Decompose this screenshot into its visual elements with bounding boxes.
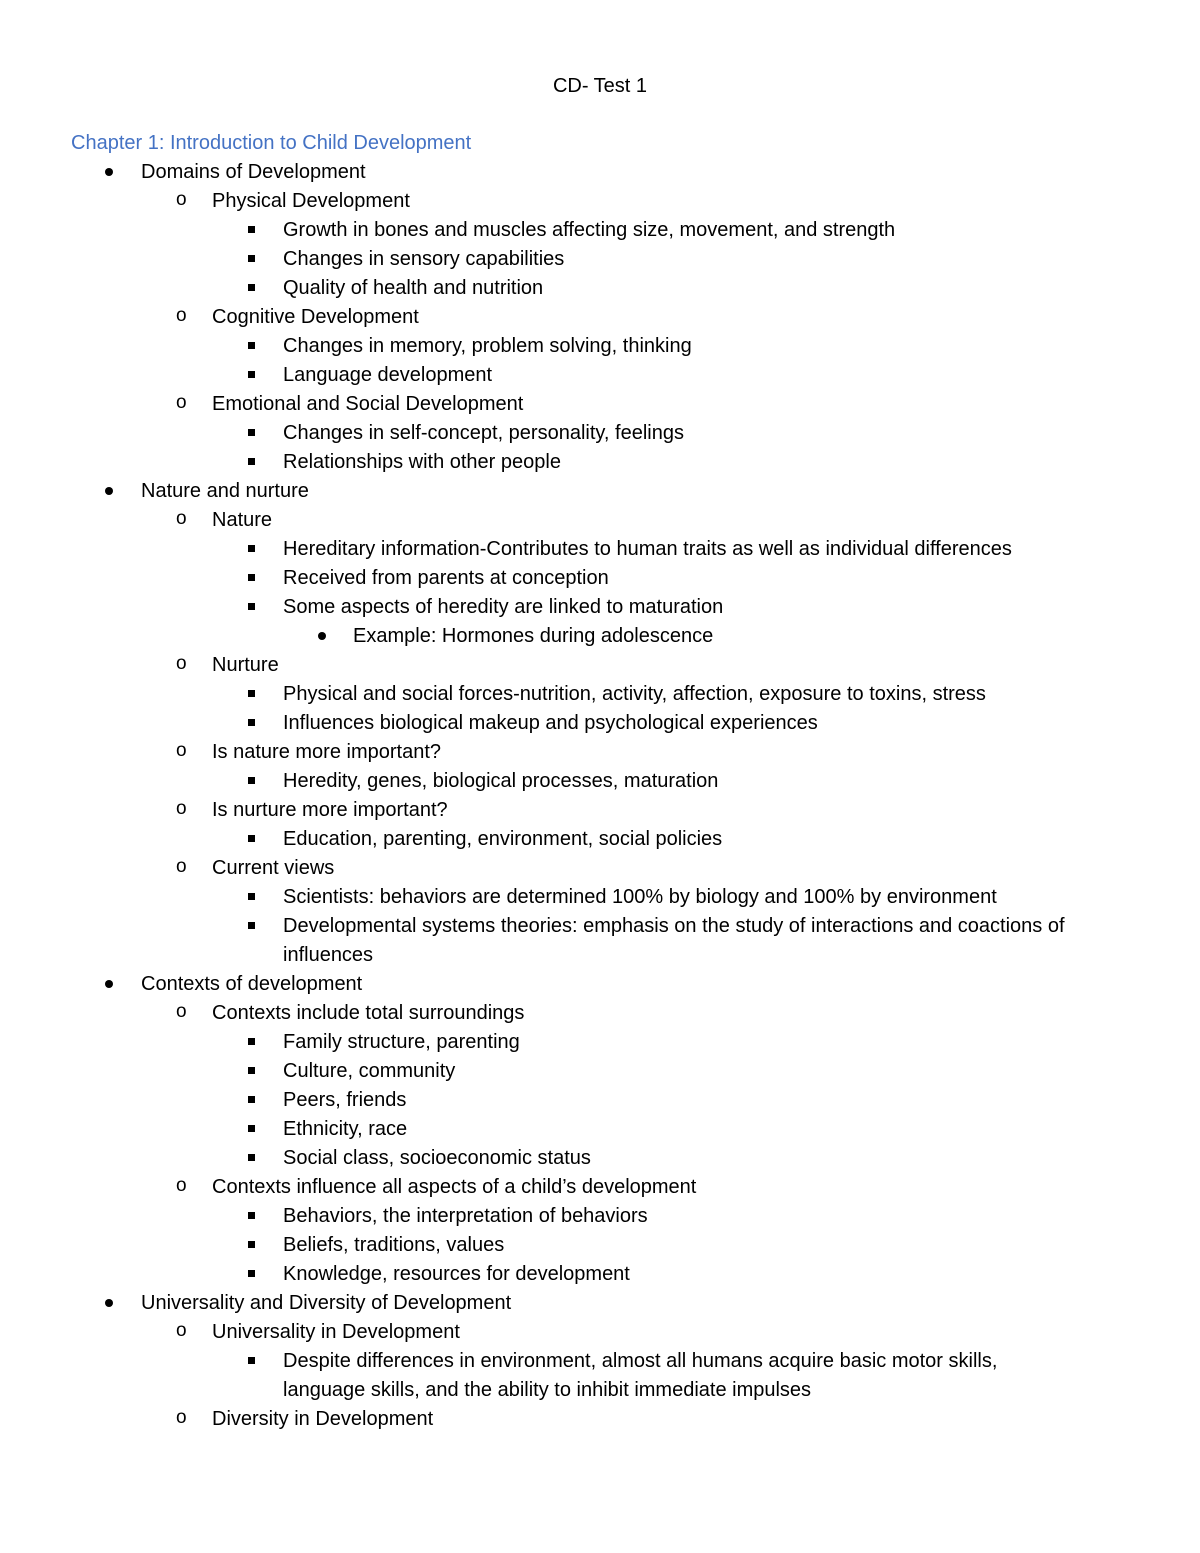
hollow-o-bullet-icon: o — [176, 798, 187, 819]
document-title: CD- Test 1 — [552, 75, 648, 97]
hollow-o-bullet-icon: o — [176, 740, 187, 761]
filled-square-bullet-icon — [248, 1067, 255, 1074]
outline-item-level-3: Ethnicity, race — [283, 1118, 408, 1140]
outline-item-level-1: Universality and Diversity of Development — [141, 1292, 512, 1314]
outline-item-level-2: Emotional and Social Development — [212, 393, 524, 415]
outline-item-level-2: Current views — [212, 857, 335, 879]
outline-item-level-2: Nurture — [212, 654, 279, 676]
outline-item-level-3: Knowledge, resources for development — [283, 1263, 630, 1285]
filled-square-bullet-icon — [248, 255, 255, 262]
filled-square-bullet-icon — [248, 690, 255, 697]
outline-item-level-2: Nature — [212, 509, 273, 531]
filled-square-bullet-icon — [248, 458, 255, 465]
hollow-o-bullet-icon: o — [176, 1001, 187, 1022]
outline-item-level-2: Diversity in Development — [212, 1408, 434, 1430]
hollow-o-bullet-icon: o — [176, 508, 187, 529]
filled-circle-bullet-icon — [105, 168, 113, 176]
filled-square-bullet-icon — [248, 545, 255, 552]
outline-item-level-3: Influences biological makeup and psychological experiences — [283, 712, 818, 734]
outline-item-level-3: Family structure, parenting — [283, 1031, 520, 1053]
filled-square-bullet-icon — [248, 1357, 255, 1364]
outline-item-level-2: Universality in Development — [212, 1321, 460, 1343]
outline-item-level-3: Behaviors, the interpretation of behaviors — [283, 1205, 648, 1227]
outline-item-level-3: Scientists: behaviors are determined 100% by biology and 100% by environment — [283, 886, 997, 908]
outline-item-level-2: Is nature more important? — [212, 741, 441, 763]
outline-item-level-3: Education, parenting, environment, social policies — [283, 828, 723, 850]
hollow-o-bullet-icon: o — [176, 305, 187, 326]
outline-item-level-3: Quality of health and nutrition — [283, 277, 544, 299]
filled-circle-bullet-icon — [318, 632, 326, 640]
outline-item-level-1: Contexts of development — [141, 973, 363, 995]
outline-item-level-3: Relationships with other people — [283, 451, 561, 473]
outline-item-level-3: Peers, friends — [283, 1089, 407, 1111]
outline-item-level-4: Example: Hormones during adolescence — [353, 625, 714, 647]
filled-square-bullet-icon — [248, 1154, 255, 1161]
filled-circle-bullet-icon — [105, 980, 113, 988]
filled-square-bullet-icon — [248, 922, 255, 929]
outline-item-level-3: Physical and social forces-nutrition, activity, affection, exposure to toxins, stress — [283, 683, 986, 705]
filled-circle-bullet-icon — [105, 1299, 113, 1307]
hollow-o-bullet-icon: o — [176, 189, 187, 210]
outline-item-level-3: Developmental systems theories: emphasis on the study of interactions and coactions of — [283, 915, 1065, 937]
outline-item-level-3: Changes in sensory capabilities — [283, 248, 565, 270]
outline-item-level-2: Physical Development — [212, 190, 410, 212]
filled-square-bullet-icon — [248, 1241, 255, 1248]
filled-square-bullet-icon — [248, 226, 255, 233]
outline-item-level-3: Heredity, genes, biological processes, maturation — [283, 770, 719, 792]
outline-item-level-1: Domains of Development — [141, 161, 366, 183]
outline-item-level-3: language skills, and the ability to inhibit immediate impulses — [283, 1379, 812, 1401]
filled-square-bullet-icon — [248, 342, 255, 349]
hollow-o-bullet-icon: o — [176, 1320, 187, 1341]
hollow-o-bullet-icon: o — [176, 1407, 187, 1428]
hollow-o-bullet-icon: o — [176, 1175, 187, 1196]
outline-item-level-3: Language development — [283, 364, 493, 386]
outline-item-level-2: Cognitive Development — [212, 306, 419, 328]
filled-square-bullet-icon — [248, 1125, 255, 1132]
hollow-o-bullet-icon: o — [176, 392, 187, 413]
outline-item-level-3: influences — [283, 944, 374, 966]
outline-item-level-3: Despite differences in environment, almost all humans acquire basic motor skills, — [283, 1350, 998, 1372]
outline-item-level-3: Beliefs, traditions, values — [283, 1234, 505, 1256]
filled-square-bullet-icon — [248, 777, 255, 784]
filled-square-bullet-icon — [248, 835, 255, 842]
outline-item-level-3: Changes in self-concept, personality, feelings — [283, 422, 684, 444]
outline-item-level-2: Is nurture more important? — [212, 799, 448, 821]
outline-item-level-3: Culture, community — [283, 1060, 456, 1082]
filled-square-bullet-icon — [248, 1038, 255, 1045]
outline-item-level-3: Received from parents at conception — [283, 567, 609, 589]
outline-item-level-3: Hereditary information-Contributes to human traits as well as individual differences — [283, 538, 1012, 560]
outline-item-level-1: Nature and nurture — [141, 480, 309, 502]
hollow-o-bullet-icon: o — [176, 653, 187, 674]
outline-item-level-2: Contexts include total surroundings — [212, 1002, 525, 1024]
filled-circle-bullet-icon — [105, 487, 113, 495]
filled-square-bullet-icon — [248, 284, 255, 291]
outline-item-level-3: Social class, socioeconomic status — [283, 1147, 591, 1169]
filled-square-bullet-icon — [248, 1270, 255, 1277]
filled-square-bullet-icon — [248, 1096, 255, 1103]
filled-square-bullet-icon — [248, 429, 255, 436]
filled-square-bullet-icon — [248, 719, 255, 726]
filled-square-bullet-icon — [248, 371, 255, 378]
outline-item-level-3: Changes in memory, problem solving, thinking — [283, 335, 692, 357]
filled-square-bullet-icon — [248, 893, 255, 900]
filled-square-bullet-icon — [248, 1212, 255, 1219]
filled-square-bullet-icon — [248, 574, 255, 581]
outline-item-level-3: Some aspects of heredity are linked to maturation — [283, 596, 724, 618]
outline-item-level-3: Growth in bones and muscles affecting size, movement, and strength — [283, 219, 896, 241]
filled-square-bullet-icon — [248, 603, 255, 610]
chapter-heading: Chapter 1: Introduction to Child Development — [71, 132, 472, 154]
outline-item-level-2: Contexts influence all aspects of a child’s development — [212, 1176, 697, 1198]
hollow-o-bullet-icon: o — [176, 856, 187, 877]
